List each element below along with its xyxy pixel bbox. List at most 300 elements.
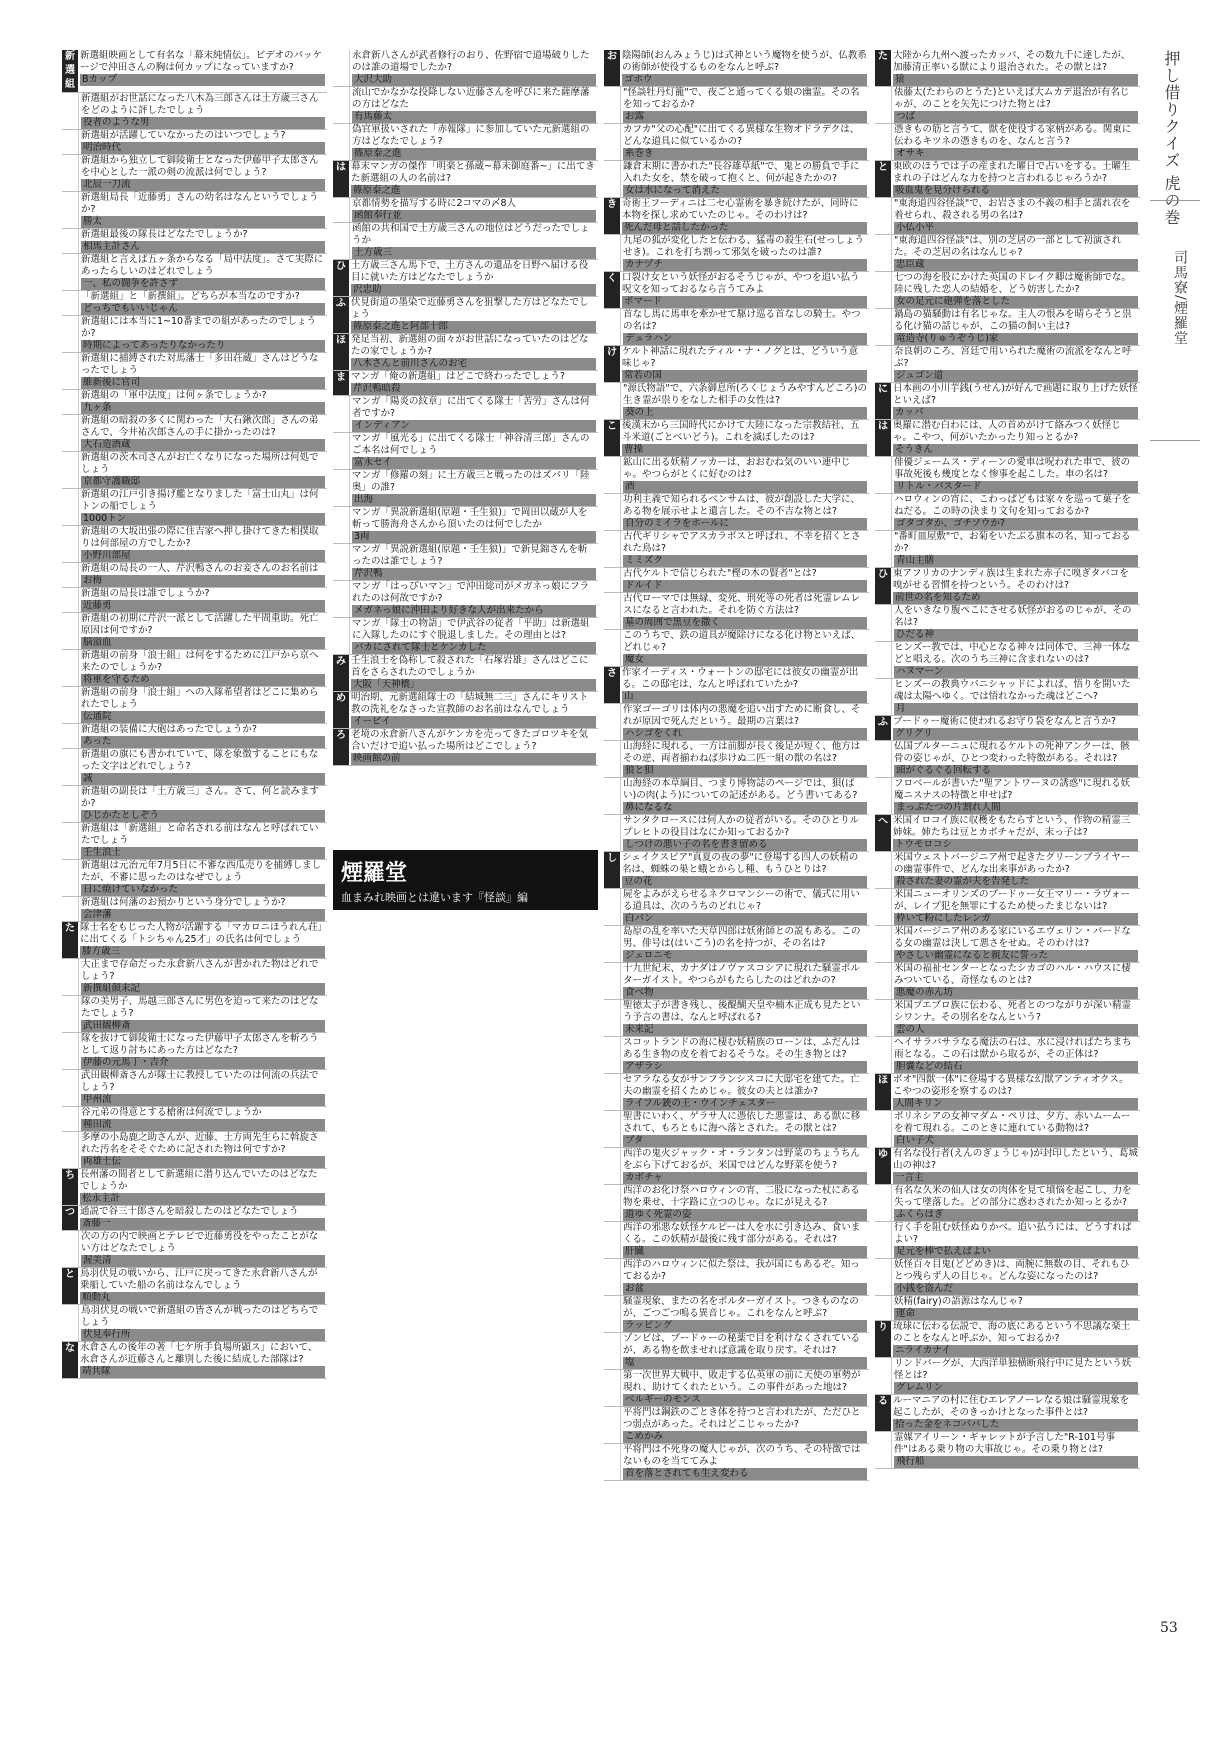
- question-text: ボオ"四獣一体"に登場する異様な幻獣アンティオクス。こやつの姿形を察するのは?: [893, 1074, 1129, 1097]
- question-text: 山海経に現れる、一方は前脚が長く後足が短く、他方はその逆、両者揃わねば歩けぬ二匹一組の獣の名は?: [623, 741, 861, 764]
- answer-text: 日に焼けていなかった: [81, 884, 325, 896]
- question-text: 壬生浪士を偽称して殺された「石塚岩雄」さんはどこに首をさらされたのでしょうか: [351, 655, 589, 678]
- question-text: 平将門は鋼鉄のごとき体を持つと言われたが、ただひとつ弱点があった。それはどこじゃったか?: [623, 1407, 861, 1430]
- answer-text: 枠いて粉にしたレンガ: [894, 913, 1138, 925]
- answer-text: 渥美清: [81, 1255, 325, 1267]
- question-text: ボリネシアの女神マダム・ペリは、夕方、赤いムームーを着て現れる。このときに連れている動物は?: [894, 1111, 1131, 1134]
- quiz-entry: [333, 124, 598, 161]
- index-kana: [62, 1132, 79, 1168]
- question-text: 有名な久米の仙人は女の肉体を見て墳悩を起こし、力を失って墜落した。どの部分に惑わされたか知っとるか?: [894, 1185, 1132, 1208]
- answer-text: 大石造酒蔵: [81, 439, 325, 451]
- index-kana: [604, 1148, 621, 1184]
- answer-text: ゴタゴタか、ゴチソウか?: [894, 518, 1138, 530]
- entry-body: [620, 420, 869, 456]
- entry-body: [892, 642, 1140, 678]
- quiz-entry: [62, 724, 327, 749]
- index-kana: [875, 494, 892, 530]
- entry-body: [621, 383, 869, 419]
- entry-body: [892, 494, 1140, 530]
- entry-body: [621, 1259, 869, 1295]
- index-kana: [875, 1358, 892, 1394]
- entry-body: [621, 1111, 869, 1147]
- question-text: ヒンズー教では、中心となる神々は同体で、三神一体などと唱える。次のうち三神に含まれないのは?: [894, 642, 1131, 665]
- question-text: 隊の美男子、馬越三郎さんに男色を迫って来たのはどなたでしょう?: [81, 996, 319, 1019]
- question-text: 永倉さんの後年の著「七ケ所手負場所顕ス」において、永倉さんが近藤さんと離別した後に結成した部隊は?: [80, 1342, 318, 1365]
- answer-text: ドルイド: [623, 580, 867, 592]
- entry-body: [620, 852, 869, 888]
- answer-text: あった: [81, 736, 325, 748]
- question-text: 琉球に伝わる伝説で、海の底にあるという不思議な楽土のことをなんと呼ぶか、知っておるか?: [893, 1321, 1131, 1344]
- entry-body: [891, 383, 1140, 419]
- answer-text: 拾った金をネコババした: [893, 1419, 1138, 1431]
- index-kana: [62, 996, 79, 1032]
- index-kana: [62, 316, 79, 352]
- answer-text: 肝臓: [623, 1246, 867, 1258]
- quiz-entry: [62, 254, 327, 291]
- entry-body: [79, 254, 327, 290]
- question-text: 東欧のほうでは子の産まれた曜日で占いをする。土曜生まれの子はどんな力を持つと言われるじゃろうか?: [893, 161, 1131, 184]
- quiz-column-3: [604, 50, 869, 1730]
- answer-text: 近藤勇: [81, 600, 325, 612]
- question-text: 新選組の暗殺の多くに関わった「大石鍬次郎」さんの弟さんで、今井祐次郎さんの手に掛かったのは?: [81, 415, 319, 438]
- answer-text: ジェロニモ: [623, 950, 867, 962]
- entry-body: [621, 87, 869, 123]
- quiz-entry: [62, 1268, 327, 1305]
- entry-body: [350, 470, 598, 506]
- question-text: 西洋のお化け祭ハロウィンの宵、二股になった杖にある物を乗せ、十字路に立つのじゃ。なにが見える?: [623, 1185, 860, 1208]
- answer-text: ゴホウ: [622, 74, 867, 86]
- quiz-entry: [62, 526, 327, 563]
- question-text: 新選組の局長は誰でしょうか?: [81, 588, 210, 599]
- question-text: マンガ「隊士の物語」で伊武谷の従者「平助」は新選組に入隊したのにすぐ脱退しました。その理由とは?: [352, 618, 590, 641]
- question-text: 十九世紀末、カナダはノヴァスコシアに現れた騒霊ポルターガイスト。やつらがもたらしたのはどれかの?: [623, 963, 860, 986]
- index-kana: [333, 396, 350, 432]
- quiz-entry: [62, 687, 327, 724]
- quiz-entry: [62, 786, 327, 823]
- entry-body: [621, 704, 869, 740]
- entry-body: [78, 1169, 327, 1205]
- quiz-entry: [875, 494, 1140, 531]
- quiz-entry: [875, 679, 1140, 716]
- question-text: 聖書にいわく、ゲラサ人に憑依した悪霊は、ある獣に移されて、もろともに海へ落とされた。その獣とは?: [623, 1111, 861, 1134]
- index-kana: [875, 741, 892, 777]
- entry-body: [79, 489, 327, 525]
- index-kana: [62, 130, 79, 154]
- question-text: 京都情勢を描写する時に2コマの〆8人: [352, 198, 517, 209]
- answer-text: 維新後に官司: [81, 377, 325, 389]
- index-kana: [333, 433, 350, 469]
- answer-text: ライフル銃の王・ウインチェスター: [623, 1098, 867, 1110]
- entry-body: [892, 1432, 1140, 1468]
- index-kana: [604, 383, 621, 419]
- index-kana: [875, 346, 892, 382]
- question-text: 山海経の本草綱目、つまり博物誌のページでは、狽(ばい)の肉(よう)についての記述がある。どう書いてある?: [623, 778, 858, 801]
- quiz-entry: [333, 198, 598, 223]
- question-text: ブードゥー魔術に使われるお守り袋をなんと言うか?: [893, 716, 1117, 727]
- question-text: 新選組の副長は「土方歳三」さん。さて、何と読みますか?: [81, 786, 319, 809]
- quiz-entry: [62, 291, 327, 316]
- quiz-entry: [62, 452, 327, 489]
- entry-body: [79, 452, 327, 488]
- quiz-entry: [875, 1432, 1140, 1469]
- entry-body: [891, 1074, 1140, 1110]
- index-kana: [875, 852, 892, 888]
- question-text: 新選組の「軍中法度」は何ヶ条でしょうか?: [81, 390, 267, 401]
- entry-body: [79, 130, 327, 154]
- question-text: "東海道四谷怪談"は、別の芝居の一部として初演された。その芝居の名はなんじゃ?: [894, 235, 1122, 258]
- index-kana: [333, 198, 350, 222]
- entry-body: [892, 235, 1140, 271]
- question-text: 新選組には本当に1~10番までの組があったのでしょうか?: [81, 316, 316, 339]
- entry-body: [79, 860, 327, 896]
- entry-body: [621, 1148, 869, 1184]
- question-text: 鎌倉末期に書かれた"長谷雄草紙"で、鬼との勝負で手に入れた女を、禁を破って抱くと、何が起きたかの?: [623, 161, 860, 184]
- answer-text: つば: [894, 111, 1138, 123]
- question-text: 第一次世界大戦中、敗走する仏英軍の前に天使の軍勢が現れ、助けてくれたという。この事件があった地は?: [623, 1370, 861, 1393]
- index-kana: [62, 526, 79, 562]
- index-kana: [333, 581, 350, 617]
- question-text: 古代ケルトで信じられた"樫の木の賢者"とは?: [623, 568, 817, 579]
- entry-body: [79, 687, 327, 723]
- index-kana: た: [62, 922, 78, 958]
- entry-body: [892, 1222, 1140, 1258]
- index-kana: [875, 87, 892, 123]
- quiz-entry: [333, 161, 598, 198]
- entry-body: [79, 93, 327, 129]
- entry-body: [350, 87, 598, 123]
- answer-text: 種田流: [81, 1119, 325, 1131]
- index-kana: け: [604, 346, 620, 382]
- index-kana: は: [875, 420, 891, 456]
- answer-text: どっちでもいいじゃん: [81, 303, 325, 315]
- quiz-entry: [62, 996, 327, 1033]
- quiz-entry: [604, 1407, 869, 1444]
- quiz-entry: [875, 1111, 1140, 1148]
- quiz-entry: [333, 433, 598, 470]
- answer-text: トウモロコシ: [893, 839, 1138, 851]
- question-text: "東海道四谷怪談"で、お岩さまの不義の相手と濡れ衣を着せられ、殺される男の名は?: [894, 198, 1131, 221]
- question-text: 口裂け女という妖怪がおるそうじゃが、やつを追い払う呪文を知っておるなら言うてみよ: [622, 272, 860, 295]
- question-text: 谷元弟の得意とする槍術は何流でしょうか: [81, 1107, 262, 1118]
- question-text: このうちで、鉄の道具が魔除けになる化け物といえば、どれじゃ?: [623, 630, 861, 653]
- answer-text: 篠原泰之進: [352, 148, 596, 160]
- quiz-entry: [875, 198, 1140, 235]
- answer-text: カボチャ: [623, 1172, 867, 1184]
- index-kana: [62, 1231, 79, 1267]
- index-kana: [333, 87, 350, 123]
- quiz-entry: [604, 1074, 869, 1111]
- index-kana: [62, 1305, 79, 1341]
- answer-text: 猿: [893, 74, 1138, 86]
- question-text: 九尾の狐が変化したと伝わる、猛毒の殺生石(せっしょうせき)。これを打ち割って邪気を破ったのは誰?: [623, 235, 865, 258]
- index-kana: つ: [62, 1206, 78, 1230]
- question-text: 奈良朝のころ、宮廷で用いられた魔術の流派をなんと呼ぶ?: [894, 346, 1132, 369]
- answer-text: 飛行船: [894, 1456, 1138, 1468]
- answer-text: グリグリ: [893, 728, 1138, 740]
- entry-body: [79, 1132, 327, 1168]
- index-kana: [62, 613, 79, 649]
- answer-text: 死んだ母と話したかった: [622, 222, 867, 234]
- quiz-entry: [875, 50, 1140, 87]
- index-kana: と: [62, 1268, 78, 1304]
- answer-text: 松永主計: [80, 1193, 325, 1205]
- entry-body: [892, 679, 1140, 715]
- answer-text: 九ヶ条: [81, 402, 325, 414]
- entry-body: [892, 309, 1140, 345]
- index-kana: [604, 1333, 621, 1369]
- index-kana: さ: [604, 667, 620, 703]
- answer-text: イービイ: [351, 716, 596, 728]
- question-text: 新選組から独立して御陵衛士となった伊藤甲子太郎さんを中心とした一派の剣の流派は何でしょう?: [81, 155, 319, 178]
- quiz-entry: [62, 588, 327, 613]
- index-kana: [604, 1370, 621, 1406]
- index-kana: し: [604, 852, 620, 888]
- entry-body: [621, 593, 869, 629]
- question-text: セアラなる女がサンフランシスコに大邸宅を建てた。亡夫の幽霊を招くためじゃ。彼女の夫とは誰か?: [623, 1074, 860, 1097]
- entry-body: [79, 1070, 327, 1106]
- entry-body: [891, 50, 1140, 86]
- quiz-entry: [604, 457, 869, 494]
- quiz-entry: [333, 334, 598, 371]
- question-text: マンガ「陽炎の紋章」に出てくる隊士「苦労」さんは何者ですか?: [352, 396, 590, 419]
- quiz-entry: [62, 353, 327, 390]
- index-kana: [62, 155, 79, 191]
- quiz-entry: [62, 390, 327, 415]
- answer-text: ラッピング: [623, 1320, 867, 1332]
- answer-text: 甲州流: [81, 1094, 325, 1106]
- quiz-entry: [875, 235, 1140, 272]
- question-text: 鉱山に出る妖精ノッカーは、おおむね気のいい連中じゃ。やつらがとくに好むのは?: [623, 457, 851, 480]
- answer-text: カッパ: [893, 407, 1138, 419]
- quiz-entry: [875, 272, 1140, 309]
- index-kana: は: [333, 161, 349, 197]
- entry-body: [350, 581, 598, 617]
- entry-body: [621, 1222, 869, 1258]
- quiz-entry: [62, 749, 327, 786]
- answer-text: デュラハン: [623, 333, 867, 345]
- index-kana: [604, 161, 621, 197]
- entry-body: [79, 823, 327, 859]
- entry-body: [621, 1185, 869, 1221]
- answer-text: やさしい幽霊になると親友に誓った: [894, 950, 1138, 962]
- entry-body: [892, 1111, 1140, 1147]
- quiz-entry: [875, 420, 1140, 457]
- sidebar-divider: [1150, 440, 1200, 441]
- index-kana: [62, 390, 79, 414]
- index-kana: [333, 618, 350, 654]
- index-kana: [333, 470, 350, 506]
- answer-text: 土方歳三: [352, 247, 596, 259]
- quiz-entry: [333, 692, 598, 729]
- quiz-entry: [62, 93, 327, 130]
- question-text: 偽官軍扱いされた「赤報隊」に参加していた元新選組の方はどなたでしょう?: [352, 124, 590, 147]
- quiz-entry: [333, 371, 598, 396]
- question-text: 新選組と言えば五ヶ条からなる「局中法度」。さて実際にあったらしいのはどれでしょう: [81, 254, 324, 277]
- quiz-entry: [604, 704, 869, 741]
- quiz-entry: [333, 87, 598, 124]
- entry-body: [79, 588, 327, 612]
- entry-body: [620, 50, 869, 86]
- index-kana: ま: [333, 371, 349, 395]
- entry-body: [350, 223, 598, 259]
- entry-body: [621, 1370, 869, 1406]
- answer-text: 糸巻き: [623, 148, 867, 160]
- question-text: 騒霊現象、またの名をポルターガイスト。つきものなのが、ごつごつ鳴る異音じゃ。これをなんと呼ぶ?: [623, 1296, 859, 1319]
- index-kana: [875, 1000, 892, 1036]
- quiz-entry: [604, 346, 869, 383]
- quiz-entry: [333, 655, 598, 692]
- entry-body: [79, 316, 327, 352]
- question-text: 幕末マンガの傑作「明楽と孫蔵~幕末御庭番~」に出てきた新選組の人の名前は?: [351, 161, 595, 184]
- answer-text: 白パン: [623, 913, 867, 925]
- quiz-entry: [333, 50, 598, 87]
- quiz-entry: [604, 87, 869, 124]
- quiz-entry: [62, 1342, 327, 1379]
- quiz-entry: [604, 926, 869, 963]
- answer-text: 新撰組顛末記: [81, 983, 325, 995]
- index-kana: に: [875, 383, 891, 419]
- quiz-entry: [604, 1444, 869, 1481]
- quiz-entry: [604, 593, 869, 630]
- entry-body: [350, 396, 598, 432]
- question-text: 新選組の初期に芹沢一派として活躍した平間重助。死亡原因は何ですか?: [81, 613, 319, 636]
- question-text: フロベールが書いた"聖アントワーヌの誘惑"に現れる妖魔ニスナスの特徴と申せば?: [894, 778, 1131, 801]
- index-kana: [875, 642, 892, 678]
- quiz-entry: [62, 130, 327, 155]
- quiz-entry: [333, 618, 598, 655]
- index-kana: [62, 724, 79, 748]
- entry-body: [620, 272, 869, 308]
- answer-text: 脳溢血: [81, 637, 325, 649]
- entry-body: [892, 124, 1140, 160]
- question-text: 首なし馬に馬車を牽かせて駆け巡る首なしの騎士。やつの名は?: [623, 309, 861, 332]
- quiz-entry: [62, 1305, 327, 1342]
- quiz-entry: [604, 778, 869, 815]
- index-kana: [333, 50, 350, 86]
- answer-text: 出海: [352, 494, 596, 506]
- entry-body: [79, 1305, 327, 1341]
- question-text: 西洋のハロウィンに似た祭は、我が国にもあるぞ。知っておるか?: [623, 1259, 860, 1282]
- entry-body: [79, 1033, 327, 1069]
- answer-text: 豆の花: [622, 876, 867, 888]
- quiz-entry: [62, 1070, 327, 1107]
- quiz-entry: [604, 1333, 869, 1370]
- question-text: シェイクスピア"真夏の夜の夢"に登場する四人の妖精の名は、蜘蛛の巣と蛾とからし種、もうひとりは?: [622, 852, 859, 875]
- entry-body: [892, 198, 1140, 234]
- quiz-entry: [333, 581, 598, 618]
- entry-body: [349, 729, 598, 765]
- index-kana: [62, 353, 79, 389]
- question-text: 明治期、元新選組隊士の「結城無二三」さんにキリスト教の洗礼をなさった宣教師のお名前はなんでしょう: [351, 692, 589, 715]
- question-text: 功利主義で知られるベンサムは、彼が創設した大学に、ある物を展示せよと遺言した。その不吉な物とは?: [623, 494, 861, 517]
- quiz-entry: [875, 605, 1140, 642]
- index-kana: ひ: [875, 568, 891, 604]
- answer-text: 大沢大助: [352, 74, 596, 86]
- quiz-entry: [62, 489, 327, 526]
- entry-body: [892, 741, 1140, 777]
- entry-body: [620, 198, 869, 234]
- index-kana: [333, 124, 350, 160]
- index-kana: [604, 593, 621, 629]
- question-text: 次の方の内で映画とテレビで近藤勇役をやったことがない方はどなたでしょう: [81, 1231, 319, 1254]
- answer-text: 足元を棒で払えばよい: [894, 1246, 1138, 1258]
- quiz-entry: [62, 192, 327, 229]
- index-kana: ふ: [875, 716, 891, 740]
- index-kana: [62, 823, 79, 859]
- entry-body: [79, 390, 327, 414]
- quiz-entry: [62, 1169, 327, 1206]
- question-text: マンガ「俺の新選組」はどこで終わったでしょう?: [351, 371, 565, 382]
- answer-text: 月: [894, 703, 1138, 715]
- quiz-entry: [875, 1000, 1140, 1037]
- answer-text: 吸血鬼を見分けられる: [893, 185, 1138, 197]
- sidebar-divider: [1150, 200, 1200, 201]
- entry-body: [350, 50, 598, 86]
- question-text: 作家イーディス・ウォートンの邸宅には彼女の幽霊が出る。この邸宅は、なんと呼ばれていたか?: [622, 667, 859, 690]
- quiz-entry: [62, 316, 327, 353]
- entry-body: [78, 50, 327, 92]
- index-kana: [875, 1111, 892, 1147]
- index-kana: め: [333, 692, 349, 728]
- question-text: 新選組の江戸引き揚げ艦となりました「富士山丸」は何トンの船でしょう: [81, 489, 319, 512]
- answer-text: 勝太: [81, 216, 325, 228]
- question-text: 東アフリカのナンディ族は生まれた赤子に嗅ぎタバコを嗅がせる習慣を持つという。そのわけは?: [893, 568, 1129, 591]
- question-text: カフカ"父の心配"に出てくる異様な生物オドラデクは、どんな道具に似ているかの?: [623, 124, 860, 147]
- quiz-entry: [604, 1259, 869, 1296]
- entry-body: [621, 1074, 869, 1110]
- entry-body: [891, 568, 1140, 604]
- answer-text: まっぷたつの片割れ人間: [894, 802, 1138, 814]
- sidebar: [1150, 50, 1200, 370]
- answer-text: 女の足元に砲弾を落とした: [894, 296, 1138, 308]
- answer-text: 芹沢鴨: [352, 568, 596, 580]
- question-text: 発足当初、新選組の面々がお世話になっていたのはどなたの家でしょうか?: [351, 334, 589, 357]
- index-kana: [604, 531, 621, 567]
- quiz-entry: [875, 926, 1140, 963]
- index-kana: [875, 124, 892, 160]
- entry-body: [621, 531, 869, 567]
- answer-text: アザラシ: [623, 1061, 867, 1073]
- question-text: 聖徳太子が書き残し、後醍醐天皇や楠木正成も見たという予言の書は、なんと呼ばれる?: [623, 1000, 861, 1023]
- quiz-entry: [62, 155, 327, 192]
- quiz-entry: [604, 667, 869, 704]
- question-text: 陰陽師(おんみょうじ)は式神という魔物を使うが、仏教系の術師が使役するものをなんと呼ぶ?: [622, 50, 867, 73]
- index-kana: [62, 860, 79, 896]
- entry-body: [892, 778, 1140, 814]
- index-kana: [604, 1111, 621, 1147]
- entry-body: [79, 353, 327, 389]
- entry-body: [892, 605, 1140, 641]
- quiz-column-1: [62, 50, 327, 1730]
- question-text: 武田観柳斎さんが隊士に教授していたのは何流の兵法でしょう?: [81, 1070, 319, 1093]
- answer-text: 悪魔の赤ん坊: [894, 987, 1138, 999]
- answer-text: ベルギーのモンス: [623, 1394, 867, 1406]
- entry-body: [891, 420, 1140, 456]
- quiz-entry: [333, 544, 598, 581]
- entry-body: [349, 334, 598, 370]
- question-text: 西洋の鬼火ジャック・オ・ランタンは野菜のちょうちんをぶら下げておるが、米国ではどんな野菜を使う?: [623, 1148, 860, 1171]
- question-text: 新選組は何藩のお預かりという身分でしょうか?: [81, 897, 286, 908]
- question-text: 島原の乱を率いた天草四郎は妖術師との説もある。この男、俳号は(はいごう)の名を持つが、その名は?: [623, 926, 861, 949]
- index-kana: [604, 1296, 621, 1332]
- entry-body: [79, 563, 327, 587]
- index-kana: [604, 1407, 621, 1443]
- quiz-entry: [62, 563, 327, 588]
- question-text: 作家ゴーゴリは体内の悪魔を追い出すために断食し、それが原因で死んだという。最期の言葉は?: [623, 704, 861, 727]
- question-text: 新選組映画として有名な「幕末純情伝」。ビデオのパッケージで沖田さんの胸は何カップになっていますか?: [80, 50, 323, 73]
- entry-body: [350, 544, 598, 580]
- question-text: リンドバーグが、大西洋単独横断飛行中に見たという妖怪とは?: [894, 1358, 1132, 1381]
